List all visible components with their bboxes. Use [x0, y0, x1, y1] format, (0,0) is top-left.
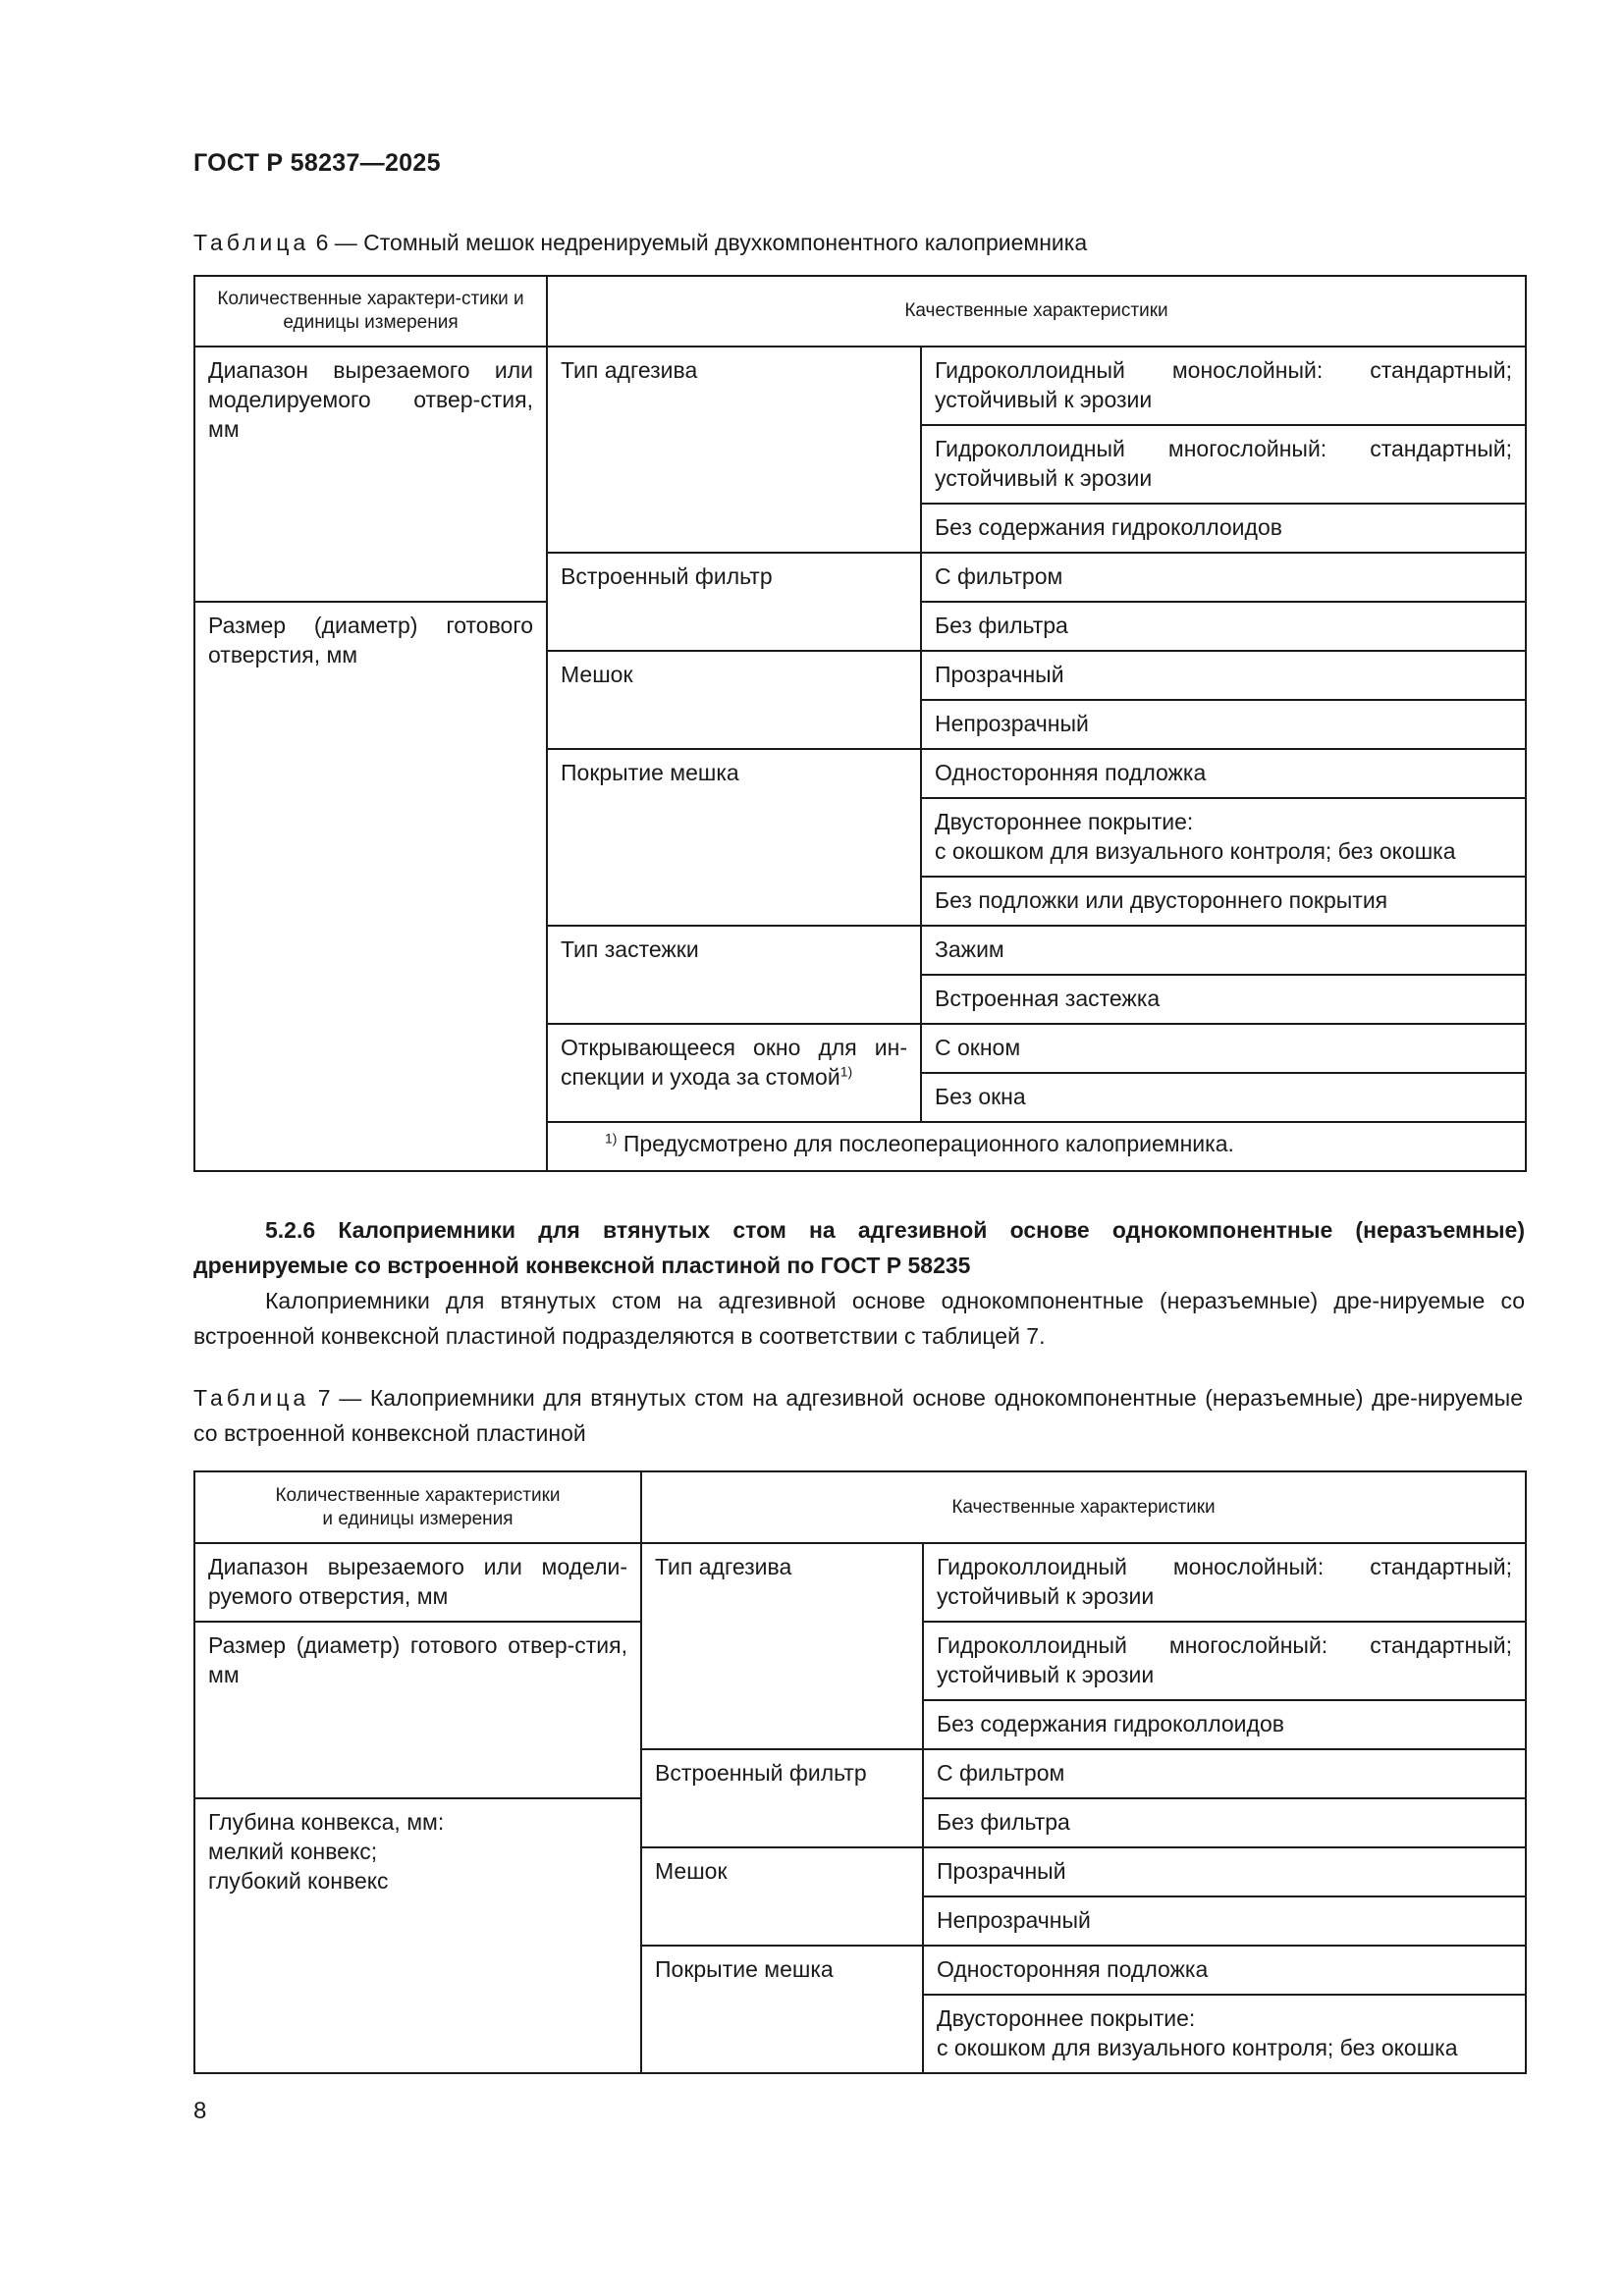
footnote-text: Предусмотрено для послеоперационного калоприемника.	[617, 1131, 1234, 1156]
table-7-value-cell: Односторонняя подложка	[923, 1946, 1526, 1995]
table-6-value-cell: Прозрачный	[921, 651, 1526, 700]
table-6-value-cell: Непрозрачный	[921, 700, 1526, 749]
table-6-footnote	[547, 1122, 1526, 1171]
table-6-attribute-cell	[547, 1024, 921, 1122]
section-heading: 5.2.6 Калоприемники для втянутых стом на адгезивной основе однокомпонентные (неразъемные) дренируемые со встроенной конвексной пластиной по ГОСТ Р 58235	[193, 1217, 1525, 1278]
table-7	[193, 1470, 1527, 2074]
table-6-value-cell: Без окна	[921, 1073, 1526, 1122]
table-7-quantitative-cell: Размер (диаметр) готового отвер-стия, мм	[194, 1622, 641, 1798]
table-6-value-cell: Без подложки или двустороннего покрытия	[921, 877, 1526, 926]
table-6-value-cell: Встроенная застежка	[921, 975, 1526, 1024]
table-6	[193, 275, 1527, 1172]
table-6-value-cell	[921, 798, 1526, 877]
table-7-attribute-cell: Мешок	[641, 1847, 923, 1946]
table-6-value-cell: Гидроколлоидный многослойный: стандартный; устойчивый к эрозии	[921, 425, 1526, 504]
table-6-caption-prefix: Таблица	[193, 230, 310, 255]
table-6-header-qualitative: Качественные характеристики	[547, 276, 1526, 347]
table-7-quantitative-cell: Диапазон вырезаемого или модели-руемого отверстия, мм	[194, 1543, 641, 1622]
page-number: 8	[193, 2098, 207, 2124]
table-6-quantitative-cell: Диапазон вырезаемого или моделируемого отвер-стия, мм	[194, 347, 547, 602]
table-6-attribute-cell: Покрытие мешка	[547, 749, 921, 926]
table-7-value-cell: Гидроколлоидный монослойный: стандартный; устойчивый к эрозии	[923, 1543, 1526, 1622]
table-7-caption-text: 7 — Калоприемники для втянутых стом на адгезивной основе однокомпонентные (неразъемные) дре-нируемые со встроенной конвексной пластиной	[193, 1385, 1523, 1446]
table-6-value-cell: С фильтром	[921, 553, 1526, 602]
table-7-quant-line: мелкий конвекс;	[208, 1839, 378, 1864]
table-7-value-cell: Гидроколлоидный многослойный: стандартный; устойчивый к эрозии	[923, 1622, 1526, 1700]
table-7-header-line: и единицы измерения	[322, 1508, 514, 1529]
table-6-value-line: с окошком для визуального контроля; без окошка	[935, 838, 1456, 864]
table-7-header-qualitative: Качественные характеристики	[641, 1471, 1526, 1543]
table-6-quantitative-cell: Размер (диаметр) готового отверстия, мм	[194, 602, 547, 1171]
table-7-caption	[193, 1380, 1523, 1451]
table-6-attribute-cell-empty	[547, 425, 921, 553]
table-7-value-cell: Без содержания гидроколлоидов	[923, 1700, 1526, 1749]
table-6-caption-text: 6 — Стомный мешок недренируемый двухкомпонентного калоприемника	[309, 230, 1088, 255]
table-6-value-cell: Односторонняя подложка	[921, 749, 1526, 798]
document-header: ГОСТ Р 58237—2025	[193, 149, 441, 177]
table-7-value-cell: Без фильтра	[923, 1798, 1526, 1847]
table-6-value-cell: Без фильтра	[921, 602, 1526, 651]
table-6-attribute-cell: Тип застежки	[547, 926, 921, 1024]
footnote-ref: 1)	[839, 1063, 853, 1080]
table-7-header-quantitative	[194, 1471, 641, 1543]
table-7-header-line: Количественные характеристики	[275, 1484, 561, 1506]
table-6-header-quantitative: Количественные характери-стики и единицы измерения	[194, 276, 547, 347]
table-7-value-cell: Непрозрачный	[923, 1896, 1526, 1946]
table-7-value-line: Двустороннее покрытие:	[937, 2005, 1196, 2031]
table-6-attribute-cell: Встроенный фильтр	[547, 553, 921, 651]
footnote-marker: 1)	[605, 1130, 618, 1147]
table-6-value-cell: С окном	[921, 1024, 1526, 1073]
table-6-value-cell: Зажим	[921, 926, 1526, 975]
table-7-attribute-cell: Встроенный фильтр	[641, 1749, 923, 1847]
table-7-value-cell: Прозрачный	[923, 1847, 1526, 1896]
table-7-value-cell: С фильтром	[923, 1749, 1526, 1798]
table-6-value-cell: Без содержания гидроколлоидов	[921, 504, 1526, 553]
table-6-value-line: Двустороннее покрытие:	[935, 809, 1194, 834]
table-6-value-cell: Гидроколлоидный монослойный: стандартный; устойчивый к эрозии	[921, 347, 1526, 425]
section-5-2-6	[193, 1212, 1525, 1354]
table-7-attribute-cell: Покрытие мешка	[641, 1946, 923, 2073]
table-6-window-text: Открывающееся окно для ин-спекции и ухода за стомой	[561, 1035, 907, 1090]
table-7-quant-line: Глубина конвекса, мм:	[208, 1809, 445, 1835]
table-7-caption-prefix: Таблица	[193, 1385, 310, 1411]
table-7-value-cell	[923, 1995, 1526, 2073]
table-7-attribute-cell: Тип адгезива	[641, 1543, 923, 1749]
table-7-quantitative-cell	[194, 1798, 641, 2073]
table-6-attribute-cell: Мешок	[547, 651, 921, 749]
section-paragraph: Калоприемники для втянутых стом на адгезивной основе однокомпонентные (неразъемные) дре-нируемые со встроенной конвексной пластиной подразделяются в соответствии с таблицей 7.	[193, 1288, 1525, 1349]
table-7-quant-line: глубокий конвекс	[208, 1868, 389, 1894]
table-7-value-line: с окошком для визуального контроля; без окошка	[937, 2035, 1458, 2060]
table-6-attribute-cell: Тип адгезива	[547, 347, 921, 425]
table-6-caption	[193, 225, 1087, 260]
